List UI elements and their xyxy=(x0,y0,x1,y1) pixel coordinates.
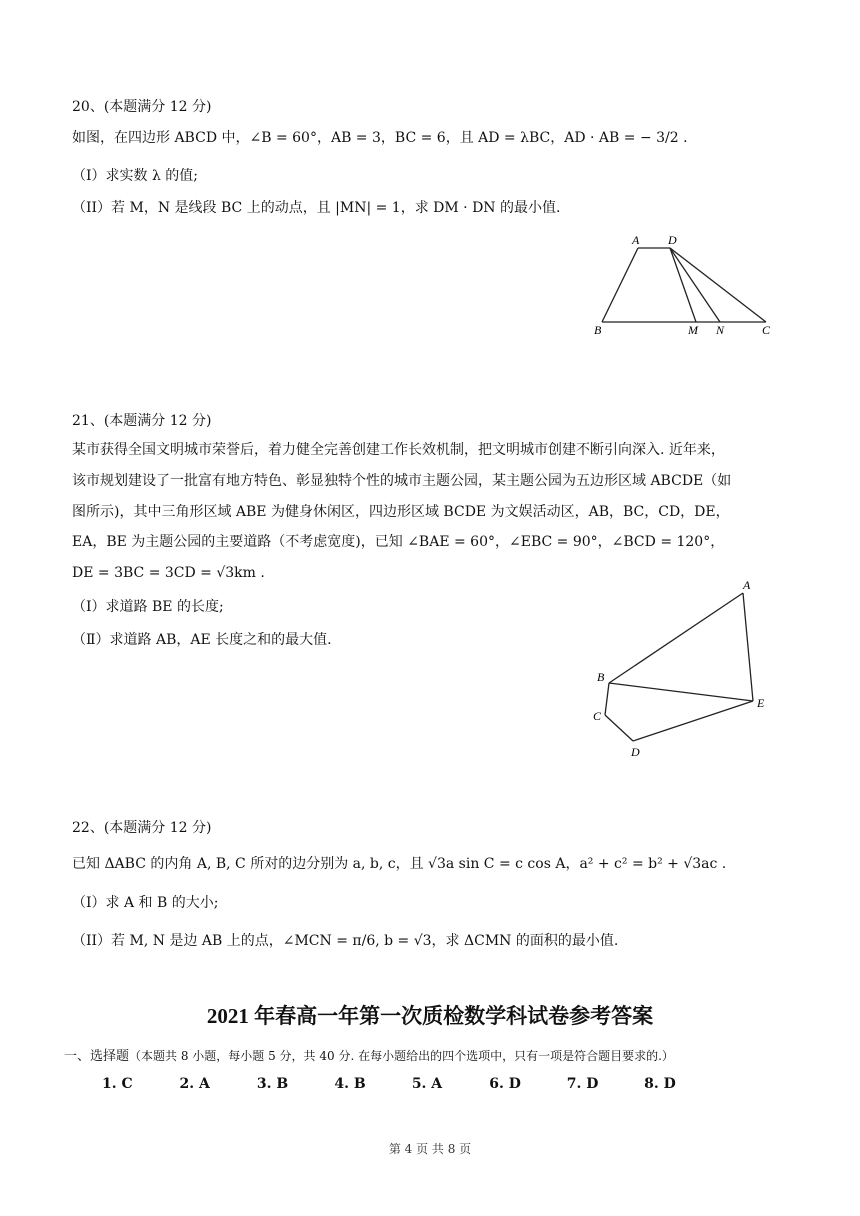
q20-edge-ab xyxy=(602,248,638,322)
answer-key-title: 2021 年春高一年第一次质检数学科试卷参考答案 xyxy=(206,1004,654,1028)
q21-edge-cd xyxy=(605,715,633,741)
q21-label-c: C xyxy=(593,709,602,723)
q20-label-c: C xyxy=(762,323,771,337)
q21-edge-ae xyxy=(743,593,753,701)
q21-edge-de xyxy=(633,701,753,741)
q20-part2: （II）若 M，N 是线段 BC 上的动点，且 |MN| = 1，求 DM · DN 的最小值. xyxy=(72,200,561,216)
answer-section-line xyxy=(64,1046,674,1067)
q21-line2: 该市规划建设了一批富有地方特色、彰显独特个性的城市主题公园，某主题公园为五边形区域 ABCDE（如 xyxy=(72,473,732,489)
q21-part1: （Ⅰ）求道路 BE 的长度; xyxy=(72,599,224,615)
q21-line1: 某市获得全国文明城市荣誉后，着力健全完善创建工作长效机制，把文明城市创建不断引向深入. 近年来， xyxy=(72,442,725,458)
choice-answer-2: 2. A xyxy=(179,1076,210,1092)
q21-label-a: A xyxy=(743,578,751,592)
q22-part2: （II）若 M, N 是边 AB 上的点，∠MCN = π/6, b = √3，求 ΔCMN 的面积的最小值. xyxy=(72,933,619,949)
q21-heading: 21、(本题满分 12 分) xyxy=(72,413,212,429)
q20-label-a: A xyxy=(632,233,640,247)
choice-answer-7: 7. D xyxy=(566,1076,599,1092)
q20-edge-dc xyxy=(670,248,766,322)
choice-answer-8: 8. D xyxy=(644,1076,676,1092)
q22-heading: 22、(本题满分 12 分) xyxy=(72,820,212,836)
q21-label-b: B xyxy=(597,670,605,684)
q22-intro: 已知 ΔABC 的内角 A, B, C 所对的边分别为 a, b, c，且 √3a sin C = c cos A，a² + c² = b² + √3ac . xyxy=(72,856,727,872)
q21-part2: （Ⅱ）求道路 AB，AE 长度之和的最大值. xyxy=(72,632,332,648)
q21-edge-be xyxy=(609,683,753,701)
q20-label-n: N xyxy=(716,323,725,337)
q20-label-m: M xyxy=(688,323,698,337)
page-footer: 第 4 页 共 8 页 xyxy=(388,1142,472,1156)
q21-line4: EA，BE 为主题公园的主要道路（不考虑宽度)，已知 ∠BAE = 60°，∠EBC = 90°，∠BCD = 120°， xyxy=(72,534,725,550)
choice-answer-1: 1. C xyxy=(102,1076,133,1092)
choice-answer-5: 5. A xyxy=(411,1076,443,1092)
answer-section-note: （本题共 8 小题，每小题 5 分，共 40 分. 在每小题给出的四个选项中，只有一项是符合题目要求的.） xyxy=(129,1049,674,1063)
q20-label-d: D xyxy=(668,233,677,247)
q21-edge-ab xyxy=(609,593,743,683)
q21-label-d: D xyxy=(631,745,640,759)
q20-intro: 如图，在四边形 ABCD 中，∠B = 60°，AB = 3，BC = 6，且 AD = λBC，AD · AB = − 3/2 . xyxy=(72,130,688,146)
q20-heading: 20、(本题满分 12 分) xyxy=(72,99,212,115)
q20-segment-dm xyxy=(670,248,696,322)
q20-segment-dn xyxy=(670,248,720,322)
q20-trapezoid-figure xyxy=(590,232,780,342)
q20-label-b: B xyxy=(594,323,602,337)
q21-edge-bc xyxy=(605,683,609,715)
q21-pentagon-figure xyxy=(585,575,775,765)
choice-answer-6: 6. D xyxy=(489,1076,521,1092)
choice-answer-4: 4. B xyxy=(334,1076,366,1092)
choice-answer-3: 3. B xyxy=(256,1076,289,1092)
choice-answers-row xyxy=(102,1074,717,1094)
q21-label-e: E xyxy=(757,696,765,710)
q21-line5: DE = 3BC = 3CD = √3km . xyxy=(72,565,265,581)
q22-part1: （I）求 A 和 B 的大小; xyxy=(72,895,219,911)
q20-part1: （I）求实数 λ 的值; xyxy=(72,168,199,184)
q21-line3: 图所示)，其中三角形区域 ABE 为健身休闲区，四边形区域 BCDE 为文娱活动区，AB，BC，CD，DE， xyxy=(72,504,730,520)
answer-section-heading: 一、选择题 xyxy=(64,1049,130,1064)
